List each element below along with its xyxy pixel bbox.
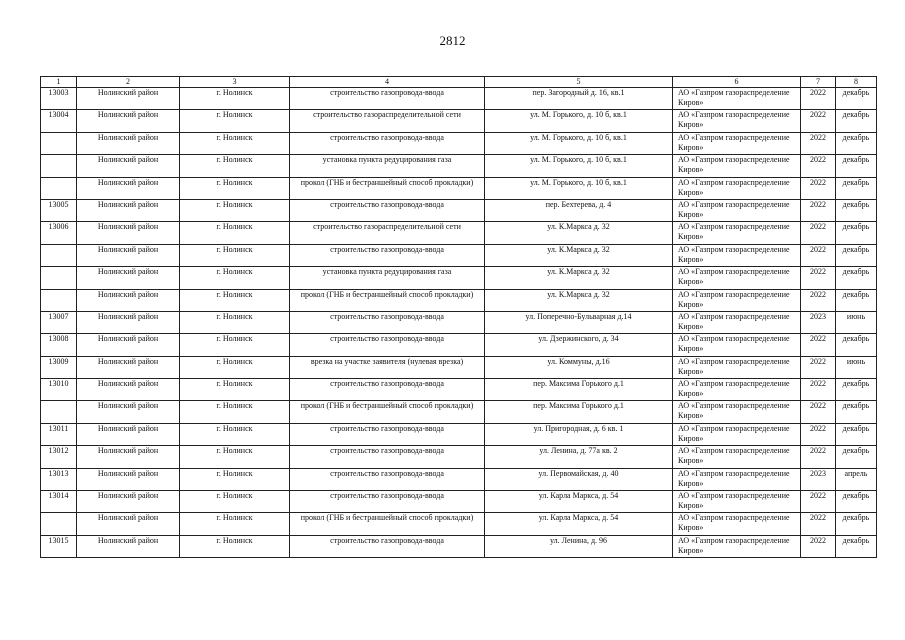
column-header: 6 (673, 77, 801, 88)
table-row (41, 155, 877, 177)
year-cell: 2022 (801, 199, 836, 221)
work-type-cell: строительство газопровода-ввода (290, 132, 485, 154)
month-cell: апрель (836, 468, 877, 490)
work-type-cell: установка пункта редуцирования газа (290, 267, 485, 289)
organization-cell: АО «Газпром газораспределение Киров» (673, 513, 801, 535)
table-row (41, 289, 877, 311)
work-type-cell: строительство газопровода-ввода (290, 468, 485, 490)
organization-cell: АО «Газпром газораспределение Киров» (673, 110, 801, 132)
month-cell: декабрь (836, 244, 877, 266)
row-number-cell: 13011 (41, 423, 77, 445)
table-row (41, 379, 877, 401)
organization-cell: АО «Газпром газораспределение Киров» (673, 199, 801, 221)
row-number-cell (41, 132, 77, 154)
address-cell: пер. Максима Горького д.1 (485, 401, 673, 423)
work-type-cell: прокол (ГНБ и бестраншейный способ прокладки) (290, 513, 485, 535)
district-cell: Нолинский район (77, 334, 180, 356)
year-cell: 2022 (801, 513, 836, 535)
row-number-cell: 13005 (41, 199, 77, 221)
month-cell: декабрь (836, 535, 877, 557)
work-type-cell: врезка на участке заявителя (нулевая врезка) (290, 356, 485, 378)
address-cell: ул. Ленина, д. 77а кв. 2 (485, 446, 673, 468)
work-type-cell: прокол (ГНБ и бестраншейный способ прокладки) (290, 177, 485, 199)
table-row (41, 244, 877, 266)
district-cell: Нолинский район (77, 446, 180, 468)
district-cell: Нолинский район (77, 267, 180, 289)
work-type-cell: строительство газопровода-ввода (290, 446, 485, 468)
table-row (41, 468, 877, 490)
row-number-cell (41, 289, 77, 311)
organization-cell: АО «Газпром газораспределение Киров» (673, 535, 801, 557)
column-header: 5 (485, 77, 673, 88)
district-cell: Нолинский район (77, 468, 180, 490)
row-number-cell: 13013 (41, 468, 77, 490)
table-row (41, 311, 877, 333)
locality-cell: г. Нолинск (180, 267, 290, 289)
work-type-cell: установка пункта редуцирования газа (290, 155, 485, 177)
row-number-cell (41, 177, 77, 199)
address-cell: пер. Загородный д. 16, кв.1 (485, 88, 673, 110)
work-type-cell: прокол (ГНБ и бестраншейный способ прокладки) (290, 401, 485, 423)
district-cell: Нолинский район (77, 311, 180, 333)
year-cell: 2022 (801, 222, 836, 244)
year-cell: 2022 (801, 177, 836, 199)
address-cell: ул. Пригородная, д. 6 кв. 1 (485, 423, 673, 445)
year-cell: 2022 (801, 401, 836, 423)
table-row (41, 535, 877, 557)
organization-cell: АО «Газпром газораспределение Киров» (673, 311, 801, 333)
locality-cell: г. Нолинск (180, 379, 290, 401)
table-row (41, 222, 877, 244)
year-cell: 2022 (801, 110, 836, 132)
address-cell: ул. Ленина, д. 96 (485, 535, 673, 557)
row-number-cell: 13008 (41, 334, 77, 356)
district-cell: Нолинский район (77, 423, 180, 445)
data-table (40, 76, 877, 558)
table-row (41, 356, 877, 378)
table-row (41, 267, 877, 289)
work-type-cell: строительство газопровода-ввода (290, 88, 485, 110)
month-cell: декабрь (836, 199, 877, 221)
address-cell: ул. Первомайская, д. 40 (485, 468, 673, 490)
address-cell: ул. М. Горького, д. 10 б, кв.1 (485, 110, 673, 132)
year-cell: 2022 (801, 334, 836, 356)
table-row (41, 513, 877, 535)
year-cell: 2022 (801, 491, 836, 513)
work-type-cell: строительство газопровода-ввода (290, 379, 485, 401)
organization-cell: АО «Газпром газораспределение Киров» (673, 468, 801, 490)
locality-cell: г. Нолинск (180, 423, 290, 445)
district-cell: Нолинский район (77, 289, 180, 311)
locality-cell: г. Нолинск (180, 244, 290, 266)
work-type-cell: строительство газопровода-ввода (290, 311, 485, 333)
address-cell: пер. Бехтерева, д. 4 (485, 199, 673, 221)
locality-cell: г. Нолинск (180, 289, 290, 311)
year-cell: 2022 (801, 244, 836, 266)
month-cell: декабрь (836, 88, 877, 110)
month-cell: декабрь (836, 423, 877, 445)
district-cell: Нолинский район (77, 513, 180, 535)
table-row (41, 177, 877, 199)
district-cell: Нолинский район (77, 155, 180, 177)
district-cell: Нолинский район (77, 222, 180, 244)
organization-cell: АО «Газпром газораспределение Киров» (673, 222, 801, 244)
organization-cell: АО «Газпром газораспределение Киров» (673, 244, 801, 266)
table-body (41, 88, 877, 558)
district-cell: Нолинский район (77, 244, 180, 266)
column-header: 3 (180, 77, 290, 88)
year-cell: 2022 (801, 132, 836, 154)
address-cell: ул. К.Маркса д. 32 (485, 244, 673, 266)
month-cell: декабрь (836, 155, 877, 177)
organization-cell: АО «Газпром газораспределение Киров» (673, 267, 801, 289)
row-number-cell: 13012 (41, 446, 77, 468)
month-cell: декабрь (836, 267, 877, 289)
year-cell: 2022 (801, 446, 836, 468)
row-number-cell (41, 401, 77, 423)
organization-cell: АО «Газпром газораспределение Киров» (673, 401, 801, 423)
work-type-cell: строительство газопровода-ввода (290, 199, 485, 221)
work-type-cell: строительство газопровода-ввода (290, 491, 485, 513)
row-number-cell: 13015 (41, 535, 77, 557)
row-number-cell: 13014 (41, 491, 77, 513)
table-row (41, 199, 877, 221)
locality-cell: г. Нолинск (180, 468, 290, 490)
month-cell: декабрь (836, 334, 877, 356)
organization-cell: АО «Газпром газораспределение Киров» (673, 334, 801, 356)
locality-cell: г. Нолинск (180, 311, 290, 333)
row-number-cell: 13007 (41, 311, 77, 333)
work-type-cell: строительство газопровода-ввода (290, 334, 485, 356)
month-cell: декабрь (836, 177, 877, 199)
row-number-cell: 13009 (41, 356, 77, 378)
district-cell: Нолинский район (77, 110, 180, 132)
organization-cell: АО «Газпром газораспределение Киров» (673, 155, 801, 177)
locality-cell: г. Нолинск (180, 132, 290, 154)
row-number-cell (41, 155, 77, 177)
work-type-cell: строительство газораспределительной сети (290, 110, 485, 132)
month-cell: декабрь (836, 110, 877, 132)
header-row (41, 77, 877, 88)
work-type-cell: строительство газопровода-ввода (290, 423, 485, 445)
organization-cell: АО «Газпром газораспределение Киров» (673, 132, 801, 154)
year-cell: 2022 (801, 535, 836, 557)
district-cell: Нолинский район (77, 491, 180, 513)
locality-cell: г. Нолинск (180, 401, 290, 423)
address-cell: ул. М. Горького, д. 10 б, кв.1 (485, 132, 673, 154)
organization-cell: АО «Газпром газораспределение Киров» (673, 379, 801, 401)
organization-cell: АО «Газпром газораспределение Киров» (673, 177, 801, 199)
column-header: 2 (77, 77, 180, 88)
locality-cell: г. Нолинск (180, 446, 290, 468)
locality-cell: г. Нолинск (180, 199, 290, 221)
address-cell: ул. Дзержинского, д. 34 (485, 334, 673, 356)
locality-cell: г. Нолинск (180, 177, 290, 199)
district-cell: Нолинский район (77, 88, 180, 110)
year-cell: 2022 (801, 289, 836, 311)
locality-cell: г. Нолинск (180, 334, 290, 356)
district-cell: Нолинский район (77, 535, 180, 557)
locality-cell: г. Нолинск (180, 535, 290, 557)
row-number-cell: 13003 (41, 88, 77, 110)
address-cell: ул. Карла Маркса, д. 54 (485, 513, 673, 535)
row-number-cell (41, 267, 77, 289)
year-cell: 2022 (801, 267, 836, 289)
district-cell: Нолинский район (77, 401, 180, 423)
year-cell: 2022 (801, 155, 836, 177)
district-cell: Нолинский район (77, 356, 180, 378)
organization-cell: АО «Газпром газораспределение Киров» (673, 423, 801, 445)
table-row (41, 110, 877, 132)
address-cell: ул. Поперечно-Бульварная д.14 (485, 311, 673, 333)
month-cell: июнь (836, 356, 877, 378)
organization-cell: АО «Газпром газораспределение Киров» (673, 88, 801, 110)
address-cell: пер. Максима Горького д.1 (485, 379, 673, 401)
year-cell: 2022 (801, 356, 836, 378)
locality-cell: г. Нолинск (180, 88, 290, 110)
month-cell: июнь (836, 311, 877, 333)
table-row (41, 446, 877, 468)
address-cell: ул. К.Маркса д. 32 (485, 267, 673, 289)
locality-cell: г. Нолинск (180, 222, 290, 244)
district-cell: Нолинский район (77, 177, 180, 199)
address-cell: ул. М. Горького, д. 10 б, кв.1 (485, 155, 673, 177)
month-cell: декабрь (836, 513, 877, 535)
table-row (41, 334, 877, 356)
year-cell: 2022 (801, 423, 836, 445)
address-cell: ул. Карла Маркса, д. 54 (485, 491, 673, 513)
address-cell: ул. К.Маркса д. 32 (485, 222, 673, 244)
month-cell: декабрь (836, 289, 877, 311)
district-cell: Нолинский район (77, 379, 180, 401)
column-header: 1 (41, 77, 77, 88)
column-header: 8 (836, 77, 877, 88)
address-cell: ул. Коммуны, д.16 (485, 356, 673, 378)
organization-cell: АО «Газпром газораспределение Киров» (673, 446, 801, 468)
year-cell: 2022 (801, 379, 836, 401)
year-cell: 2023 (801, 468, 836, 490)
month-cell: декабрь (836, 132, 877, 154)
year-cell: 2023 (801, 311, 836, 333)
locality-cell: г. Нолинск (180, 513, 290, 535)
work-type-cell: строительство газораспределительной сети (290, 222, 485, 244)
month-cell: декабрь (836, 446, 877, 468)
page-number: 2812 (439, 33, 466, 48)
row-number-cell: 13006 (41, 222, 77, 244)
locality-cell: г. Нолинск (180, 491, 290, 513)
table-row (41, 401, 877, 423)
district-cell: Нолинский район (77, 199, 180, 221)
organization-cell: АО «Газпром газораспределение Киров» (673, 289, 801, 311)
month-cell: декабрь (836, 491, 877, 513)
address-cell: ул. М. Горького, д. 10 б, кв.1 (485, 177, 673, 199)
work-type-cell: строительство газопровода-ввода (290, 244, 485, 266)
row-number-cell: 13010 (41, 379, 77, 401)
locality-cell: г. Нолинск (180, 155, 290, 177)
table-row (41, 88, 877, 110)
organization-cell: АО «Газпром газораспределение Киров» (673, 356, 801, 378)
column-header: 7 (801, 77, 836, 88)
table-row (41, 491, 877, 513)
column-header: 4 (290, 77, 485, 88)
row-number-cell (41, 244, 77, 266)
year-cell: 2022 (801, 88, 836, 110)
organization-cell: АО «Газпром газораспределение Киров» (673, 491, 801, 513)
row-number-cell: 13004 (41, 110, 77, 132)
month-cell: декабрь (836, 401, 877, 423)
table-row (41, 132, 877, 154)
month-cell: декабрь (836, 222, 877, 244)
district-cell: Нолинский район (77, 132, 180, 154)
row-number-cell (41, 513, 77, 535)
locality-cell: г. Нолинск (180, 110, 290, 132)
locality-cell: г. Нолинск (180, 356, 290, 378)
work-type-cell: строительство газопровода-ввода (290, 535, 485, 557)
month-cell: декабрь (836, 379, 877, 401)
address-cell: ул. К.Маркса д. 32 (485, 289, 673, 311)
table-row (41, 423, 877, 445)
work-type-cell: прокол (ГНБ и бестраншейный способ прокладки) (290, 289, 485, 311)
